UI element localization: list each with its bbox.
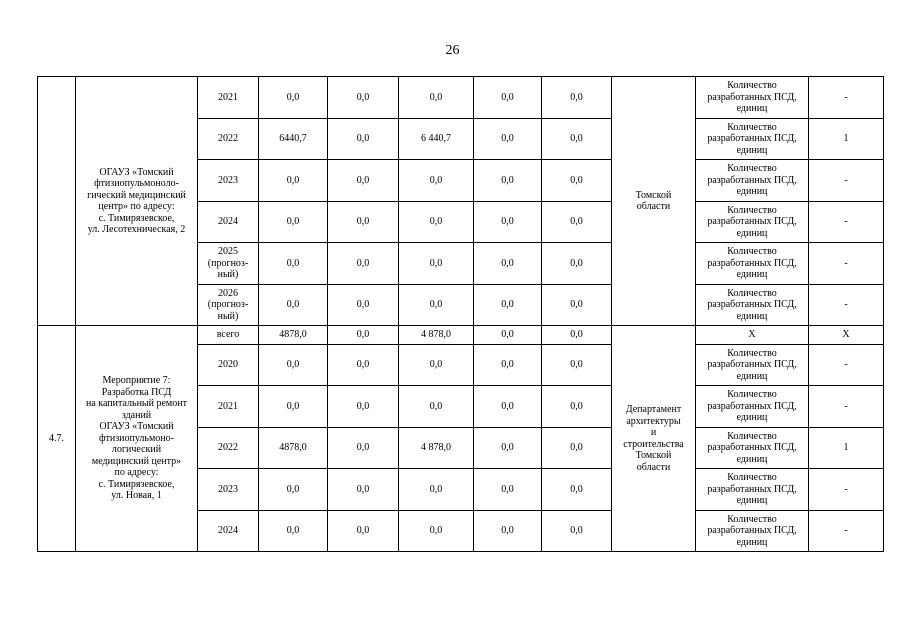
indicator-line: единиц	[736, 144, 768, 156]
indicator-line: Количество	[727, 204, 777, 216]
indicator-line: разработанных ПСД,	[707, 525, 797, 537]
indicator-cell	[696, 326, 809, 345]
description-line: ул. Лесотехническая, 2	[87, 224, 186, 235]
value-cell: 0,0	[474, 469, 542, 511]
value-cell: 0,0	[399, 469, 474, 511]
indicator-line: единиц	[736, 412, 768, 424]
description-line: фтизиопульмоноло-	[94, 178, 179, 189]
item-number	[38, 77, 76, 326]
indicator-line: Количество	[727, 287, 777, 299]
item-description	[76, 326, 198, 552]
target-value-cell: -	[809, 511, 884, 552]
value-cell: 0,0	[328, 386, 399, 428]
year-line: (прогноз-	[207, 299, 249, 311]
indicator-line: единиц	[736, 495, 768, 507]
value-cell: 0,0	[474, 428, 542, 469]
executor-cell	[612, 326, 696, 552]
indicator-line: разработанных ПСД,	[707, 400, 797, 412]
value-cell: 0,0	[474, 285, 542, 326]
value-cell: 0,0	[328, 77, 399, 119]
table-body	[38, 77, 884, 552]
year-line: всего	[216, 329, 240, 341]
indicator-cell	[696, 243, 809, 285]
indicator-line: разработанных ПСД,	[707, 359, 797, 371]
year-cell	[198, 285, 259, 326]
value-cell: 0,0	[259, 160, 328, 202]
year-line: 2022	[218, 133, 238, 145]
value-cell: 0,0	[542, 469, 612, 511]
target-value-cell: -	[809, 202, 884, 243]
value-cell: 0,0	[328, 326, 399, 345]
indicator-cell	[696, 345, 809, 386]
value-cell: 0,0	[328, 285, 399, 326]
value-cell: 6 440,7	[399, 119, 474, 160]
target-value-cell: -	[809, 386, 884, 428]
value-cell: 0,0	[542, 345, 612, 386]
indicator-line: единиц	[736, 310, 768, 322]
description-line: с. Тимирязевское,	[98, 478, 175, 490]
target-value-cell: -	[809, 160, 884, 202]
year-cell	[198, 243, 259, 285]
value-cell: 0,0	[259, 202, 328, 243]
target-value-cell: -	[809, 77, 884, 119]
indicator-line: единиц	[736, 186, 768, 198]
description-line: на капитальный ремонт	[86, 398, 187, 410]
target-value-cell: -	[809, 345, 884, 386]
indicator-line: Количество	[727, 430, 777, 442]
description-line: медицинский центр»	[91, 455, 182, 467]
value-cell: 4 878,0	[399, 428, 474, 469]
executor-line: Томской	[635, 189, 672, 201]
target-value-cell: 1	[809, 428, 884, 469]
indicator-cell	[696, 119, 809, 160]
indicator-line: единиц	[736, 453, 768, 465]
year-cell	[198, 326, 259, 345]
budget-table	[37, 76, 884, 552]
value-cell: 0,0	[542, 77, 612, 119]
description-line: логический	[111, 444, 162, 456]
value-cell: 0,0	[259, 345, 328, 386]
target-value-cell: -	[809, 243, 884, 285]
description-line: с. Тимирязевское,	[98, 212, 175, 224]
year-line: 2021	[218, 400, 238, 412]
indicator-cell	[696, 511, 809, 552]
value-cell: 0,0	[328, 511, 399, 552]
description-line: фтизиопульмоно-	[99, 432, 174, 444]
executor-line: архитектуры	[626, 415, 681, 427]
value-cell: 0,0	[542, 386, 612, 428]
value-cell: 0,0	[399, 345, 474, 386]
value-cell: 0,0	[542, 243, 612, 285]
year-line: 2020	[218, 359, 238, 371]
value-cell: 4 878,0	[399, 326, 474, 345]
target-value-cell: X	[809, 326, 884, 345]
value-cell: 4878,0	[259, 326, 328, 345]
indicator-cell	[696, 386, 809, 428]
executor-cell	[612, 77, 696, 326]
description-line: Мероприятие 7:	[102, 375, 171, 387]
executor-line: строительства	[623, 438, 684, 450]
year-cell	[198, 119, 259, 160]
description-line: центр» по адресу:	[98, 201, 175, 212]
value-cell: 0,0	[542, 511, 612, 552]
year-cell	[198, 469, 259, 511]
year-line: 2023	[218, 483, 238, 495]
value-cell: 0,0	[474, 345, 542, 386]
year-line: 2021	[218, 91, 238, 103]
year-line: (прогноз-	[207, 257, 249, 269]
indicator-line: единиц	[736, 370, 768, 382]
target-value-cell: -	[809, 285, 884, 326]
value-cell: 0,0	[399, 243, 474, 285]
indicator-cell	[696, 428, 809, 469]
executor-line: и	[650, 427, 657, 438]
table-row	[38, 326, 884, 345]
indicator-line: X	[748, 329, 756, 341]
value-cell: 0,0	[542, 202, 612, 243]
item-number: 4.7.	[38, 326, 76, 552]
value-cell: 0,0	[474, 119, 542, 160]
executor-line: Департамент	[625, 404, 682, 415]
indicator-line: Количество	[727, 389, 777, 401]
value-cell: 0,0	[259, 469, 328, 511]
indicator-line: единиц	[736, 103, 768, 115]
value-cell: 0,0	[474, 202, 542, 243]
indicator-line: разработанных ПСД,	[707, 299, 797, 311]
page-number: 26	[445, 43, 460, 58]
value-cell: 0,0	[259, 243, 328, 285]
value-cell: 0,0	[259, 77, 328, 119]
target-value-cell: -	[809, 469, 884, 511]
description-line: ул. Новая, 1	[111, 490, 162, 502]
year-cell	[198, 160, 259, 202]
indicator-line: единиц	[736, 227, 768, 239]
indicator-line: разработанных ПСД,	[707, 216, 797, 228]
description-line: зданий	[121, 409, 152, 421]
year-line: 2022	[218, 442, 238, 454]
value-cell: 0,0	[259, 511, 328, 552]
year-cell	[198, 386, 259, 428]
indicator-line: Количество	[727, 472, 777, 484]
description-line: по адресу:	[114, 467, 159, 479]
value-cell: 0,0	[474, 160, 542, 202]
value-cell: 0,0	[474, 326, 542, 345]
value-cell: 0,0	[474, 511, 542, 552]
year-cell	[198, 428, 259, 469]
indicator-line: единиц	[736, 269, 768, 281]
year-line: ный)	[217, 269, 239, 281]
indicator-line: Количество	[727, 513, 777, 525]
indicator-line: Количество	[727, 347, 777, 359]
year-line: ный)	[217, 310, 239, 322]
indicator-line: разработанных ПСД,	[707, 442, 797, 454]
value-cell: 0,0	[328, 428, 399, 469]
value-cell: 0,0	[328, 160, 399, 202]
value-cell: 0,0	[542, 326, 612, 345]
value-cell: 0,0	[399, 160, 474, 202]
value-cell: 0,0	[474, 386, 542, 428]
value-cell: 6440,7	[259, 119, 328, 160]
indicator-line: разработанных ПСД,	[707, 257, 797, 269]
target-value-cell: 1	[809, 119, 884, 160]
year-cell	[198, 511, 259, 552]
year-cell	[198, 77, 259, 119]
executor-line: области	[636, 201, 671, 212]
indicator-cell	[696, 469, 809, 511]
item-description	[76, 77, 198, 326]
description-line: гический медицинский	[87, 189, 186, 201]
value-cell: 0,0	[328, 119, 399, 160]
table-row	[38, 77, 884, 119]
value-cell: 0,0	[542, 119, 612, 160]
value-cell: 0,0	[259, 285, 328, 326]
executor-line: области	[636, 461, 671, 473]
executor-line: Томской	[635, 450, 672, 461]
value-cell: 0,0	[328, 243, 399, 285]
value-cell: 0,0	[399, 285, 474, 326]
value-cell: 0,0	[328, 345, 399, 386]
year-line: 2026	[218, 287, 238, 299]
value-cell: 0,0	[474, 77, 542, 119]
indicator-line: единиц	[736, 536, 768, 548]
value-cell: 0,0	[474, 243, 542, 285]
description-line: ОГАУЗ «Томский	[99, 166, 174, 178]
indicator-line: разработанных ПСД,	[707, 133, 797, 145]
value-cell: 4878,0	[259, 428, 328, 469]
indicator-line: разработанных ПСД,	[707, 483, 797, 495]
indicator-line: Количество	[727, 246, 777, 258]
value-cell: 0,0	[542, 160, 612, 202]
year-cell	[198, 345, 259, 386]
value-cell: 0,0	[259, 386, 328, 428]
value-cell: 0,0	[328, 202, 399, 243]
indicator-cell	[696, 202, 809, 243]
value-cell: 0,0	[399, 386, 474, 428]
year-cell	[198, 202, 259, 243]
indicator-line: Количество	[727, 80, 777, 92]
year-line: 2024	[218, 525, 238, 537]
indicator-line: Количество	[727, 121, 777, 133]
value-cell: 0,0	[399, 77, 474, 119]
value-cell: 0,0	[328, 469, 399, 511]
indicator-line: разработанных ПСД,	[707, 91, 797, 103]
description-line: Разработка ПСД	[101, 386, 172, 398]
value-cell: 0,0	[399, 202, 474, 243]
value-cell: 0,0	[399, 511, 474, 552]
indicator-line: Количество	[727, 163, 777, 175]
year-line: 2023	[218, 174, 238, 186]
year-line: 2024	[218, 216, 238, 228]
year-line: 2025	[218, 246, 238, 258]
indicator-cell	[696, 77, 809, 119]
indicator-cell	[696, 160, 809, 202]
indicator-cell	[696, 285, 809, 326]
indicator-line: разработанных ПСД,	[707, 174, 797, 186]
value-cell: 0,0	[542, 428, 612, 469]
description-line: ОГАУЗ «Томский	[99, 421, 174, 433]
value-cell: 0,0	[542, 285, 612, 326]
